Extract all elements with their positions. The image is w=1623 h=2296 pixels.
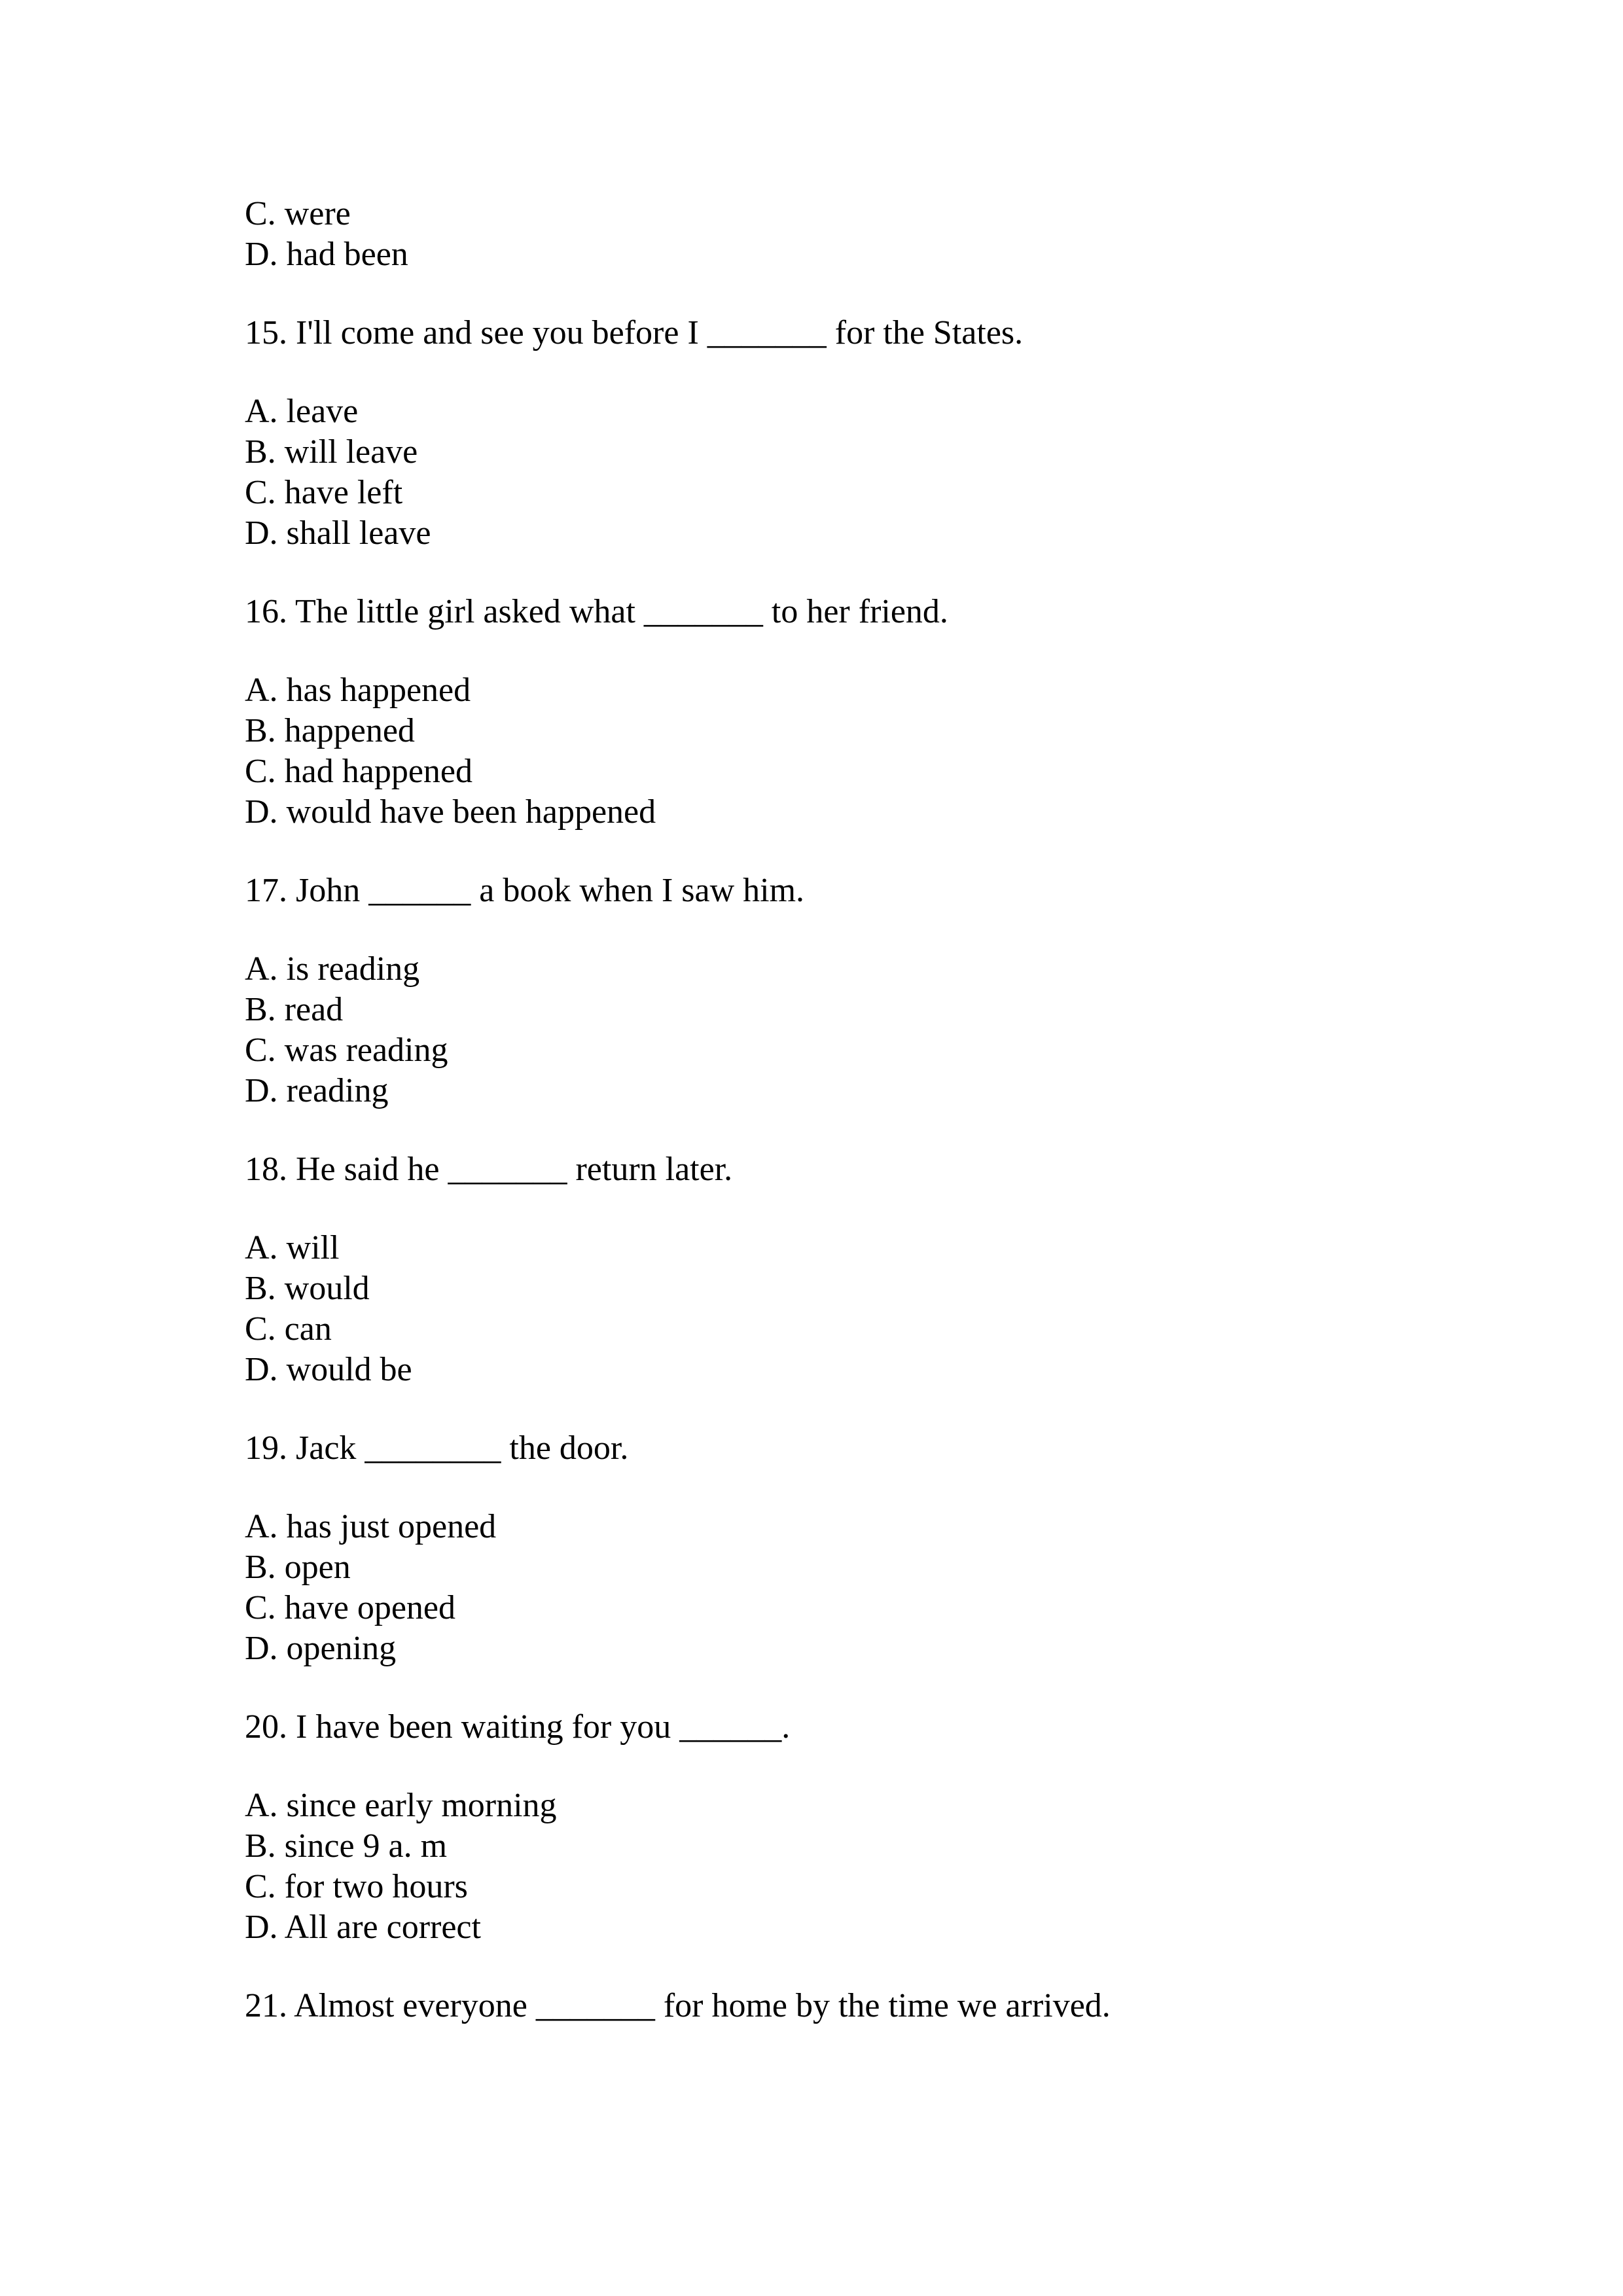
option-text: B. will leave	[245, 433, 418, 471]
option-text: C. for two hours	[245, 1868, 468, 1905]
option-text: D. had been	[245, 236, 408, 273]
option-text: A. has just opened	[245, 1508, 497, 1545]
carryover-options	[245, 194, 1488, 275]
option-text: B. open	[245, 1549, 351, 1586]
option-text: A. is reading	[245, 950, 420, 988]
question-stem: 20. I have been waiting for you ______.	[245, 1708, 791, 1746]
question-stem: 19. Jack ________ the door.	[245, 1429, 629, 1467]
option-text: C. were	[245, 195, 351, 232]
option-text: A. has happened	[245, 672, 471, 709]
option-text: C. was reading	[245, 1031, 448, 1069]
option-text: B. since 9 a. m	[245, 1827, 448, 1865]
question-stem: 18. He said he _______ return later.	[245, 1151, 733, 1188]
question-stem: 17. John ______ a book when I saw him.	[245, 872, 805, 909]
question-16	[245, 592, 1488, 833]
option-text: B. would	[245, 1270, 370, 1307]
question-20	[245, 1707, 1488, 1948]
question-stem: 16. The little girl asked what _______ to her friend.	[245, 593, 948, 630]
option-text: A. since early morning	[245, 1787, 557, 1824]
option-text: C. have opened	[245, 1589, 456, 1626]
question-15	[245, 313, 1488, 554]
question-18	[245, 1149, 1488, 1390]
option-text: A. will	[245, 1229, 340, 1266]
document-page	[245, 194, 1488, 2026]
option-text: D. reading	[245, 1072, 389, 1109]
option-text: D. would have been happened	[245, 793, 656, 831]
option-text: D. would be	[245, 1351, 412, 1388]
option-text: C. have left	[245, 474, 403, 511]
question-stem: 21. Almost everyone _______ for home by the time we arrived.	[245, 1987, 1111, 2024]
option-text: B. happened	[245, 712, 415, 749]
question-17	[245, 870, 1488, 1111]
option-text: C. can	[245, 1310, 332, 1348]
question-21	[245, 1986, 1488, 2026]
option-text: D. All are correct	[245, 1909, 481, 1946]
option-text: A. leave	[245, 393, 359, 430]
question-19	[245, 1428, 1488, 1669]
option-text: D. opening	[245, 1630, 397, 1667]
option-text: D. shall leave	[245, 514, 431, 552]
option-text: C. had happened	[245, 753, 473, 790]
option-text: B. read	[245, 991, 344, 1028]
question-stem: 15. I'll come and see you before I _______ for the States.	[245, 314, 1024, 351]
